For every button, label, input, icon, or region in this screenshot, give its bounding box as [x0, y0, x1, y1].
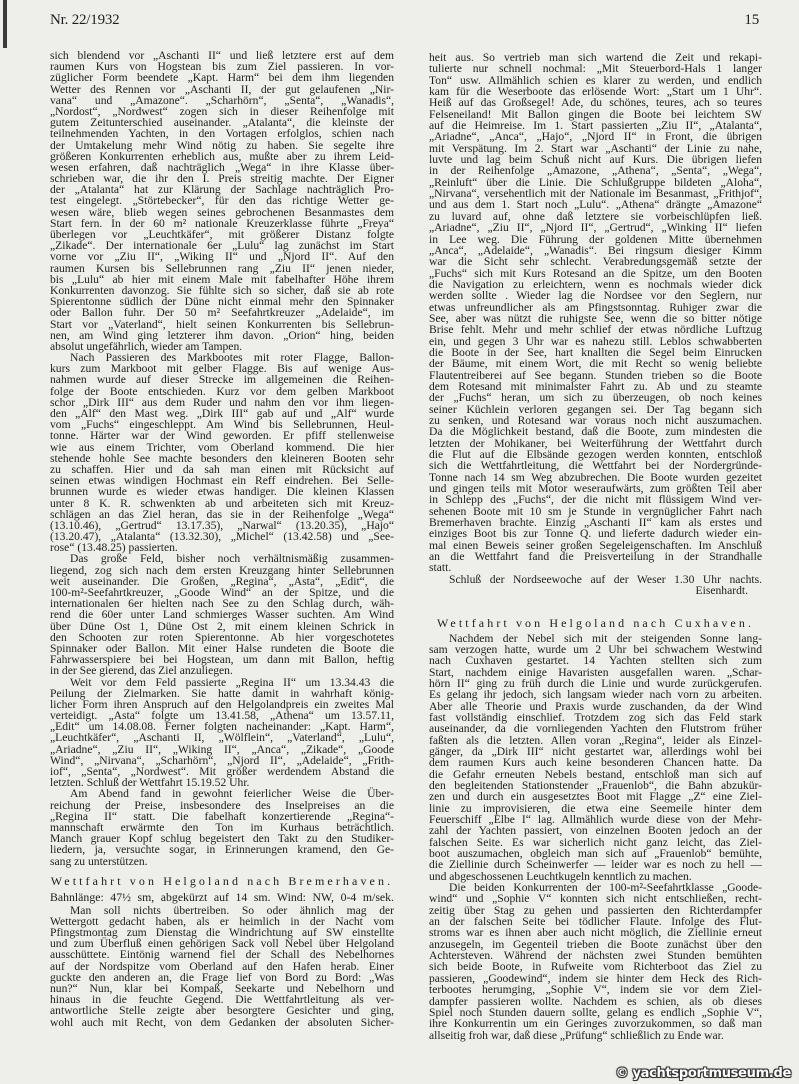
text-line: die Ziellinie durch Scheinwerfer — leider war es noch zu hell —	[429, 858, 762, 872]
author-signature: Eisenhardt.	[695, 584, 748, 598]
text-line: (13.10.46), „Gertrud“ 13.17.35), „Narwal“ (13.20.35), „Hajo“	[50, 518, 394, 532]
text-line: vorne vor „Ziu II“, „Wiking II“ und „Njord II“. Auf den	[50, 250, 394, 264]
spacer	[429, 597, 762, 609]
text-line: kurs zum Markboot mit gelber Flagge. Bis auf wenige Aus-	[50, 362, 394, 376]
text-line: „Ariadne“, „Anca“, „Hajo“, „Njord II“ in Front, die übrigen	[429, 130, 762, 144]
text-line: sam verzogen hatte, wurde um 2 Uhr bei schwachem Westwind	[429, 642, 762, 656]
text-line: Konkurrenten davonzog. Sie fühlte sich so sicher, daß sie ab rote	[50, 283, 394, 297]
text-line: den begleitenden Stationstender „Frauenlob“, die Bahn abzukür-	[429, 778, 762, 792]
text-line: schrieben war, die ihr den I. Preis streitig machte. Der Eigner	[50, 172, 394, 186]
text-line: Start, nachdem einige Havaristen ausgefallen waren. „Schar-	[429, 665, 762, 679]
text-line: teilnehmenden Yachten, in den Vortagen erfolglos, schien nach	[50, 127, 394, 141]
text-line: passieren, „Goodewind“, indem sie hinter dem Heck des Rich-	[429, 971, 762, 985]
page-number: 15	[744, 12, 759, 28]
text-line: überlegen vor „Leuchtkäfer“, mit größerer Distanz folgte	[50, 228, 394, 241]
text-line: absolut ungefährlich, wieder am Tampen.	[50, 339, 243, 353]
text-line: und abgeschossenen Leuchtkugeln kenntlich zu machen.	[429, 869, 692, 883]
text-line: fast vollständig einschlief. Trotzdem zog sich das Feld stark	[429, 710, 762, 724]
text-line: zu schaffen. Hier und da sah man einen mit Rücksicht auf	[50, 462, 394, 476]
text-line: Nachdem der Nebel sich mit der steigenden Sonne lang-	[449, 631, 762, 645]
text-line: die Gefahr erneuten Nebels bestand, entschloß man sich auf	[429, 767, 762, 781]
text-line: antwortliche Stelle zeigte aber besorgtere Gesichter und ging,	[50, 1004, 394, 1018]
text-line: (13.20.47), „Atalanta“ (13.32.30), „Michel“ (13.42.58) und „See-	[50, 530, 394, 544]
text-line: der Umtakelung mehr Wind nötig zu haben. Sie segelte ihre	[50, 138, 394, 152]
text-column-right	[429, 52, 762, 1041]
text-line: auf die Heimreise. Im 1. Start passierten „Ziu II“, „Atalanta“,	[429, 119, 762, 133]
text-line: Man soll nichts übertreiben. So oder ähnlich mag der	[70, 903, 394, 917]
issue-number: Nr. 22/1932	[50, 12, 120, 28]
text-line: hörn II“ ging zu früh durch die Linie und wurde zurückgerufen.	[429, 676, 762, 690]
text-line: See, aber was nützt die ruhigste See, wenn die so bitter nötige	[429, 311, 762, 325]
text-line: Fahrwasserspiere bei bei Hogstean, um dann mit Ballon, heftig	[50, 653, 394, 667]
text-line: Felseneiland! Mit Ballon gingen die Boote bei leichtem SW	[429, 107, 762, 121]
text-line: Ton“ usw. Allmählich schien es klarer zu werden, und endlich	[429, 73, 762, 87]
text-line: guckte den anderen an, die Frage lief von Bord zu Bord: „Was	[50, 970, 394, 984]
text-line: auf der Nordspitze vom Oberland auf den Hafen herab. Einer	[50, 959, 394, 973]
text-line: tulierte nur schnell nochmal: „Mit Steuerbord-Hals 1 langer	[429, 62, 762, 76]
text-line: Da die Möglichkeit bestand, daß die Boote, zum mindesten die	[429, 425, 762, 439]
text-line: seiner Küchlein verloren gegangen sei. Der Tag begann sich	[429, 402, 762, 416]
text-line: und gingen teils mit Motor weseraufwärts, zum größten Teil aber	[429, 482, 762, 496]
text-line: verteidigt. „Asta“ folgte um 13.41.58, „Athena“ um 13.57.11,	[50, 709, 394, 723]
text-line: an der falschen Seite bei tödlicher Flaute. Infolge des Flut-	[429, 915, 762, 929]
text-line: war die Sicht sehr schlecht. Verabredungsgemäß setzte der	[429, 255, 762, 269]
text-line: wohl auch mit Recht, von dem Gedanken der absoluten Sicher-	[50, 1015, 394, 1029]
text-line: boot auszumachen, obgleich man sich auf „Frauenlob“ bemühte,	[429, 847, 762, 861]
text-line: letzten der Mohikaner, bei Weiterführung der Wettfahrt durch	[429, 436, 762, 450]
text-line: „Ariadne“, „Ziu II“, „Njord II“, „Gertrud“, „Winking II“ liefen	[429, 221, 762, 235]
text-line: anzusegeln, im Gegenteil trieben die Boote zunächst über den	[429, 937, 762, 951]
text-line: Manch grauer Kopf schlug begeistert den Takt zu den Studiker-	[50, 832, 394, 846]
text-line: test eingelegt. „Störtebecker“, für den das richtige Wetter ge-	[50, 194, 394, 208]
text-line: internationalen 6er hielten nach See zu den Schlag durch, wäh-	[50, 597, 394, 611]
text-line: Wettergott gedacht haben, als er heimlich in der Nacht vom	[50, 914, 394, 928]
paragraph	[429, 882, 762, 1041]
text-line: in Schlepp des „Fuchs“, der die nicht mit flüssigem Wind ver-	[429, 493, 762, 507]
text-line: rose“ (13.48.25) passierten.	[50, 541, 178, 555]
text-line: dem raumen Kurs auch keine besonderen Chancen hatte. Da	[429, 756, 762, 770]
text-line: gänger, da „Dirk III“ nicht gestartet war, allerdings wohl bei	[429, 744, 762, 758]
paragraph	[50, 553, 394, 676]
text-line: Spinnaker oder Ballon. Mit einer Halse rundeten die Boote die	[50, 641, 394, 655]
text-line: folge der Boote entschieden. Kurz vor dem gelben Markboot	[50, 384, 394, 398]
paragraph	[50, 905, 394, 1028]
text-line: Flautentreiberei auf See begann. Stunden trieben so die Boote	[429, 368, 762, 382]
text-line: den „Alf“ den Mast weg. „Dirk III“ gab auf und „Alf“ wurde	[50, 407, 394, 420]
watermark: © yachtsportmuseum.de	[615, 1066, 791, 1081]
text-line: kam für die Weserboote das erlösende Wort: „Start um 1 Uhr“.	[429, 85, 762, 99]
text-line: wie aus einem Trichter, vom Oberland kommend. Die hier	[50, 440, 394, 454]
text-line: faßten als die letzten. Allen voran „Regina“, leider als Einzel-	[429, 733, 762, 747]
text-line: in der Reihenfolge „Amazone, „Athena“, „Senta“, „Wega“,	[429, 164, 762, 178]
text-line: zeitig über Stag zu gehen und passierten den Richterdampfer	[429, 903, 762, 917]
text-line: Pfingstmontag zum Dienstag die Windrichtung auf SW einstellte	[50, 926, 394, 940]
text-line: an die Wettfahrt fand die Preisverteilung in der Strandhalle	[429, 550, 762, 564]
section-heading: Wettfahrt von Helgoland nach Cuxhaven.	[436, 615, 755, 630]
text-line: über Düne Ost 1, Düne Ost 2, mit einem kleinen Schrick in	[50, 619, 394, 633]
text-line: iof“, „Senta“, „Nordwest“. Mit größer werdendem Abstand die	[50, 765, 394, 778]
text-line: „Nirvana“, versehentlich mit der Nationale im Besanmast, „Frithjof“,	[429, 187, 762, 201]
text-line: „Leuchtkäfer“, „Aschanti II, „Wölflein“, „Vaterland“, „Lulu“,	[50, 731, 394, 745]
text-line: stehende hohle See machte besonders den kleineren Booten sehr	[50, 451, 394, 465]
text-line: auseinander, da die vornliegenden Yachten den Flutstrom früher	[429, 722, 762, 736]
text-line: zu senken, und Rotesand war voraus noch nicht auszumachen.	[429, 414, 762, 427]
text-line: nahmen wurde auf dieser Strecke im allgemeinen die Reihen-	[50, 373, 394, 387]
text-line: „Regina II“ statt. Die fabelhaft konzertierende „Regina“-	[50, 809, 394, 823]
text-line: Start fern. In der 60 m² nationale Kreuzerklasse führte „Freya“	[50, 216, 394, 230]
text-line: Aber alle Theorie und Praxis wurde zuschanden, da der Wind	[429, 699, 762, 713]
text-line: „Anca“, „Adelaide“, „Wanadis“. Bei ringsum diesiger Kimm	[429, 243, 762, 257]
text-line: gutem Zeitunterschied auseinander. „Atalanta“, die kleinste der	[50, 116, 394, 130]
text-line: sang zu unterstützen.	[50, 854, 148, 868]
text-line: Weit vor dem Feld passierte „Regina II“ um 13.34.43 die	[70, 675, 394, 689]
text-line: raumen Kurs von Hogstean bis zum Ziel passieren. In vor-	[50, 60, 394, 74]
text-line: weit auseinander. Die Großen, „Regina“, „Asta“, „Edit“, die	[50, 574, 394, 588]
text-line: die Flut auf die Elbsände gezogen werden konnten, entschloß	[429, 448, 762, 462]
text-line: wesen wäre, blieb wegen seines gebrochenen Besanmastes dem	[50, 205, 394, 219]
text-line: mannschaft erwärmte den Ton im Kurhaus beträchtlich.	[50, 820, 394, 834]
text-line: „Fuchs“ sich mit Kurs Rotesand an die Spitze, um den Booten	[429, 266, 762, 280]
text-line: schlägen an das Ziel heran, das sie in der Reihenfolge „Wega“	[50, 507, 394, 521]
text-line: dem Rotesand mit minimalster Fahrt zu. Ab und zu steamte	[429, 379, 762, 393]
text-line: Schluß der Nordseewoche auf der Weser 1.30 Uhr nachts.	[449, 572, 762, 586]
text-line: Nach Passieren des Markbootes mit roter Flagge, Ballon-	[70, 351, 394, 365]
text-line: mal einen Beweis seiner großen Segeleigenschaften. Im Anschluß	[429, 538, 762, 552]
text-line: nach Cuxhaven gestartet. 14 Yachten stellten sich zum	[429, 654, 762, 668]
text-line: schor „Dirk III“ aus dem Ruder und nahm den vor ihm liegen-	[50, 395, 394, 409]
text-line: statt.	[429, 561, 452, 575]
text-line: Brise fehlt. Mehr und mehr schlief der etwas nördliche Luftzug	[429, 323, 762, 337]
race-details: Bahnlänge: 47½ sm, abgekürzt auf 14 sm. Wind: NW, 0-4 m/sek.	[50, 889, 394, 904]
text-line: vom „Fuchs“ eingeschleppt. Am Wind bis Sellebrunnen, Heul-	[50, 418, 394, 432]
text-line: ihre Konkurrentin um ein Geringes zuvorzukommen, so daß man	[429, 1017, 762, 1031]
text-line: rend die 60er unter Land schmierges Wasser suchten. Am Wind	[50, 608, 394, 622]
text-line: der „Fuchs“ heran, um sich zu überzeugen, ob noch keines	[429, 391, 762, 405]
text-line: einziges Boot bis zur Tonne Q. und lieferte dadurch wieder ein-	[429, 527, 762, 541]
text-line: züglicher Form beendete „Kapt. Harm“ bei dem ihm liegenden	[50, 71, 394, 85]
text-line: oder Ballon fuhr. Der 50 m² Seefahrtkreuzer „Adelaide“, im	[50, 306, 394, 320]
text-line: in Lee weg. Die Führung der goldenen Mitte übernehmen	[429, 232, 762, 246]
text-line: hinaus in die feuchte Gegend. Die Wettfahrtleitung als ver-	[50, 993, 394, 1007]
paragraph	[429, 52, 762, 574]
page-binding-edge	[3, 0, 7, 48]
text-line: nun?“ Nun, klar bei Kompaß, Seekarte und Nebelhorn und	[50, 982, 394, 995]
text-line: wesen erfahren, daß nachträglich „Wega“ in ihre Klasse über-	[50, 160, 394, 174]
text-line: „Edit“ um 14.08.08. Ferner folgten nacheinander: „Kapt. Harm“,	[50, 720, 394, 734]
text-line: sehenen Boote mit 10 sm je Stunde in vergnüglicher Fahrt nach	[429, 504, 762, 518]
text-line: luvte und lag beim Schuß nicht auf Kurs. Die übrigen liefen	[429, 153, 762, 167]
text-line: und aus dem 1. Start noch „Lulu“. „Athena“ drängte „Amazone“	[429, 198, 762, 212]
text-line: letzten. Schluß der Wettfahrt 15.19.52 Uhr.	[50, 776, 250, 790]
paragraph	[50, 50, 394, 352]
text-line: Peilung der Zielmarken. Sie hatte damit in wahrhaft könig-	[50, 686, 394, 700]
text-line: reichung der Preise, insbesondere des Inselpreises an die	[50, 798, 394, 812]
text-line: 100-m²-Seefahrtkreuzer, „Goode Wind“ an der Spitze, und die	[50, 586, 394, 599]
text-line: ein, und gegen 3 Uhr war es nahezu still. Leblos schwabberten	[429, 334, 762, 348]
text-line: zahl der Yachten passiert, von einzelnen Booten jedoch an der	[429, 824, 762, 838]
text-line: Es gelang ihr jedoch, sich langsam wieder nach vorn zu arbeiten.	[429, 688, 762, 702]
text-line: allseitig froh war, daß diese „Prüfung“ schließlich zu Ende war.	[429, 1028, 724, 1042]
text-line: Wind“, „Nirvana“, „Scharhörn“, „Njord II“, „Adelaide“, „Frith-	[50, 753, 394, 767]
text-line: zu luvard auf, ohne daß letztere sie vorbeischlüpfen ließ.	[429, 209, 762, 223]
text-line: und zum Überfluß einen gehörigen Sack voll Nebel über Helgoland	[50, 937, 394, 951]
text-line: sich die Wettfahrtleitung, die Wettfahrt bei der Nordergründe-	[429, 459, 762, 473]
text-line: in der See gierend, das Ziel anzuliegen.	[50, 664, 233, 678]
text-line: Heiß auf das Großsegel! Ade, du schönes, teures, ach so teures	[429, 96, 762, 110]
text-line: brunnen wurde es wieder etwas handiger. Die kleinen Klassen	[50, 485, 394, 499]
text-line: sich beide Boote, in Rufweite vom Richterboot das Ziel zu	[429, 960, 762, 974]
paragraph	[50, 788, 394, 866]
text-line: Die beiden Konkurrenten der 100-m²-Seefahrtklasse „Goode-	[449, 881, 762, 895]
text-line: Tonne nach 14 sm Weg abzubrechen. Die Boote wurden gezeitet	[429, 470, 762, 484]
text-line: seinen etwas windigen Hochmast ein Reff eindrehen. Bei Selle-	[50, 474, 394, 488]
paragraph	[429, 633, 762, 883]
section-heading: Wettfahrt von Helgoland nach Bremerhaven.	[50, 873, 394, 888]
text-line: etwas unfreundlicher als am Pfingstsonntag. Ruhiger zwar die	[429, 300, 762, 314]
text-line: wind“ und „Sophie V“ konnten sich nicht entschließen, recht-	[429, 892, 762, 906]
text-line: tonne. Härter war der Wind geworden. Er pfiff stellenweise	[50, 429, 394, 443]
text-line: liegend, zog sich nach dem ersten Kreuzgang hinter Sellebrunnen	[50, 563, 394, 577]
text-line: vana“ und „Amazone“. „Scharhörn“, „Senta“, „Wanadis“,	[50, 93, 394, 107]
text-line: sich blendend vor „Aschanti II“ und ließ letztere erst auf dem	[50, 49, 394, 62]
text-line: den Schooten zur roten Spierentonne. Ab hier vorgeschotetes	[50, 630, 394, 644]
text-line: liedern, ja, versuchte sogar, in Erinnerungen kramend, den Ge-	[50, 843, 394, 857]
text-line: werden sollte . Wieder lag die Nordsee vor den Seglern, nur	[429, 289, 762, 303]
text-line: Start vor „Vaterland“, hielt seinen Konkurrenten bis Sellebrun-	[50, 317, 394, 331]
text-line: „Zikade“. Der internationale 6er „Lulu“ lag zunächst im Start	[50, 239, 394, 253]
text-line: linie zu improvisieren, die etwa eine Seemeile hinter dem	[429, 801, 762, 815]
text-line: die Boote in der See, hart knallten die Segel beim Einrucken	[429, 345, 762, 359]
text-line: falschen Seite. Es war sicherlich nicht ganz leicht, das Ziel-	[429, 835, 762, 849]
text-line: „Nordost“, „Nordwest“ zogen sich in dieser Reihenfolge mit	[50, 104, 394, 118]
text-line: dampfer passieren wollte. Nachdem es schien, als ob dieses	[429, 994, 762, 1008]
paragraph	[50, 352, 394, 553]
text-line: terbootes herumging, „Sophie V“, indem sie vor dem Ziel-	[429, 983, 762, 997]
text-line: Am Abend fand in gewohnt feierlicher Weise die Über-	[70, 787, 394, 801]
text-line: Bremerhaven brachte. Einzig „Aschanti II“ kam als erstes und	[429, 516, 762, 530]
text-line: „Ariadne“, „Ziu II“, „Wiking II“, „Anca“, „Zikade“, „Goode	[50, 742, 394, 756]
text-line: Wetter des Rennen vor „Aschanti II, der gut gelaufenen „Nir-	[50, 82, 394, 96]
text-line: zen und durch ein ausgesetztes Boot mit Flagge „Z“ eine Ziel-	[429, 790, 762, 804]
text-line: die Navigation zu erleichtern, wenn es nochmals wieder dick	[429, 277, 762, 291]
text-line: bis „Lulu“ ab hier mit einem Male mit fabelhafter Höhe ihrem	[50, 272, 394, 286]
text-line: ausschüttete. Eintönig warnend fiel der Schall des Nebelhornes	[50, 948, 394, 962]
text-line: heit aus. So vertrieb man sich wartend die Zeit und rekapi-	[429, 51, 762, 64]
text-line: Das große Feld, bisher noch verhältnismäßig zusammen-	[70, 552, 394, 566]
text-line: licher Form ihren Anspruch auf den Helgolandpreis ein zweites Mal	[50, 697, 394, 711]
text-line: Achtersteven. Während der nächsten zwei Stunden bemühten	[429, 949, 762, 963]
paragraph	[50, 677, 394, 789]
text-line: der Bäume, mit einem Wort, die mit Recht so wenig beliebte	[429, 357, 762, 371]
text-line: der „Atalanta“ hat zur Klärung der Sachlage nachträglich Pro-	[50, 183, 394, 197]
text-line: Spierentonne südlich der Düne nicht einmal mehr den Spinnaker	[50, 295, 394, 309]
text-line: raumen Kursen bis Sellebrunnen rang „Ziu II“ jenen nieder,	[50, 261, 394, 275]
text-line: „Reinluft“ über die Linie. Die Schlußgruppe bildeten „Aloha“,	[429, 175, 762, 189]
text-line: Feuerschiff „Elbe I“ lag. Allmählich wurde diese von der Mehr-	[429, 813, 762, 826]
text-line: stroms war es ihnen aber auch nicht möglich, die Ziellinie erneut	[429, 926, 762, 940]
text-line: Spiel noch Stunden dauern sollte, gelang es endlich „Sophie V“,	[429, 1005, 762, 1019]
text-line: mit Verspätung. Im 2. Start war „Aschanti“ der Linie zu nahe,	[429, 141, 762, 155]
text-column-left	[50, 50, 394, 1028]
text-line: nen, am Wind ging letzterer ihm davon. „Orion“ hing, beiden	[50, 328, 394, 342]
text-line: größeren Konkurrenten erheblich aus, mußte aber zu ihrem Leid-	[50, 149, 394, 163]
text-line: unter 8 K. R. schwenkten ab und arbeiteten sich mit Kreuz-	[50, 496, 394, 510]
